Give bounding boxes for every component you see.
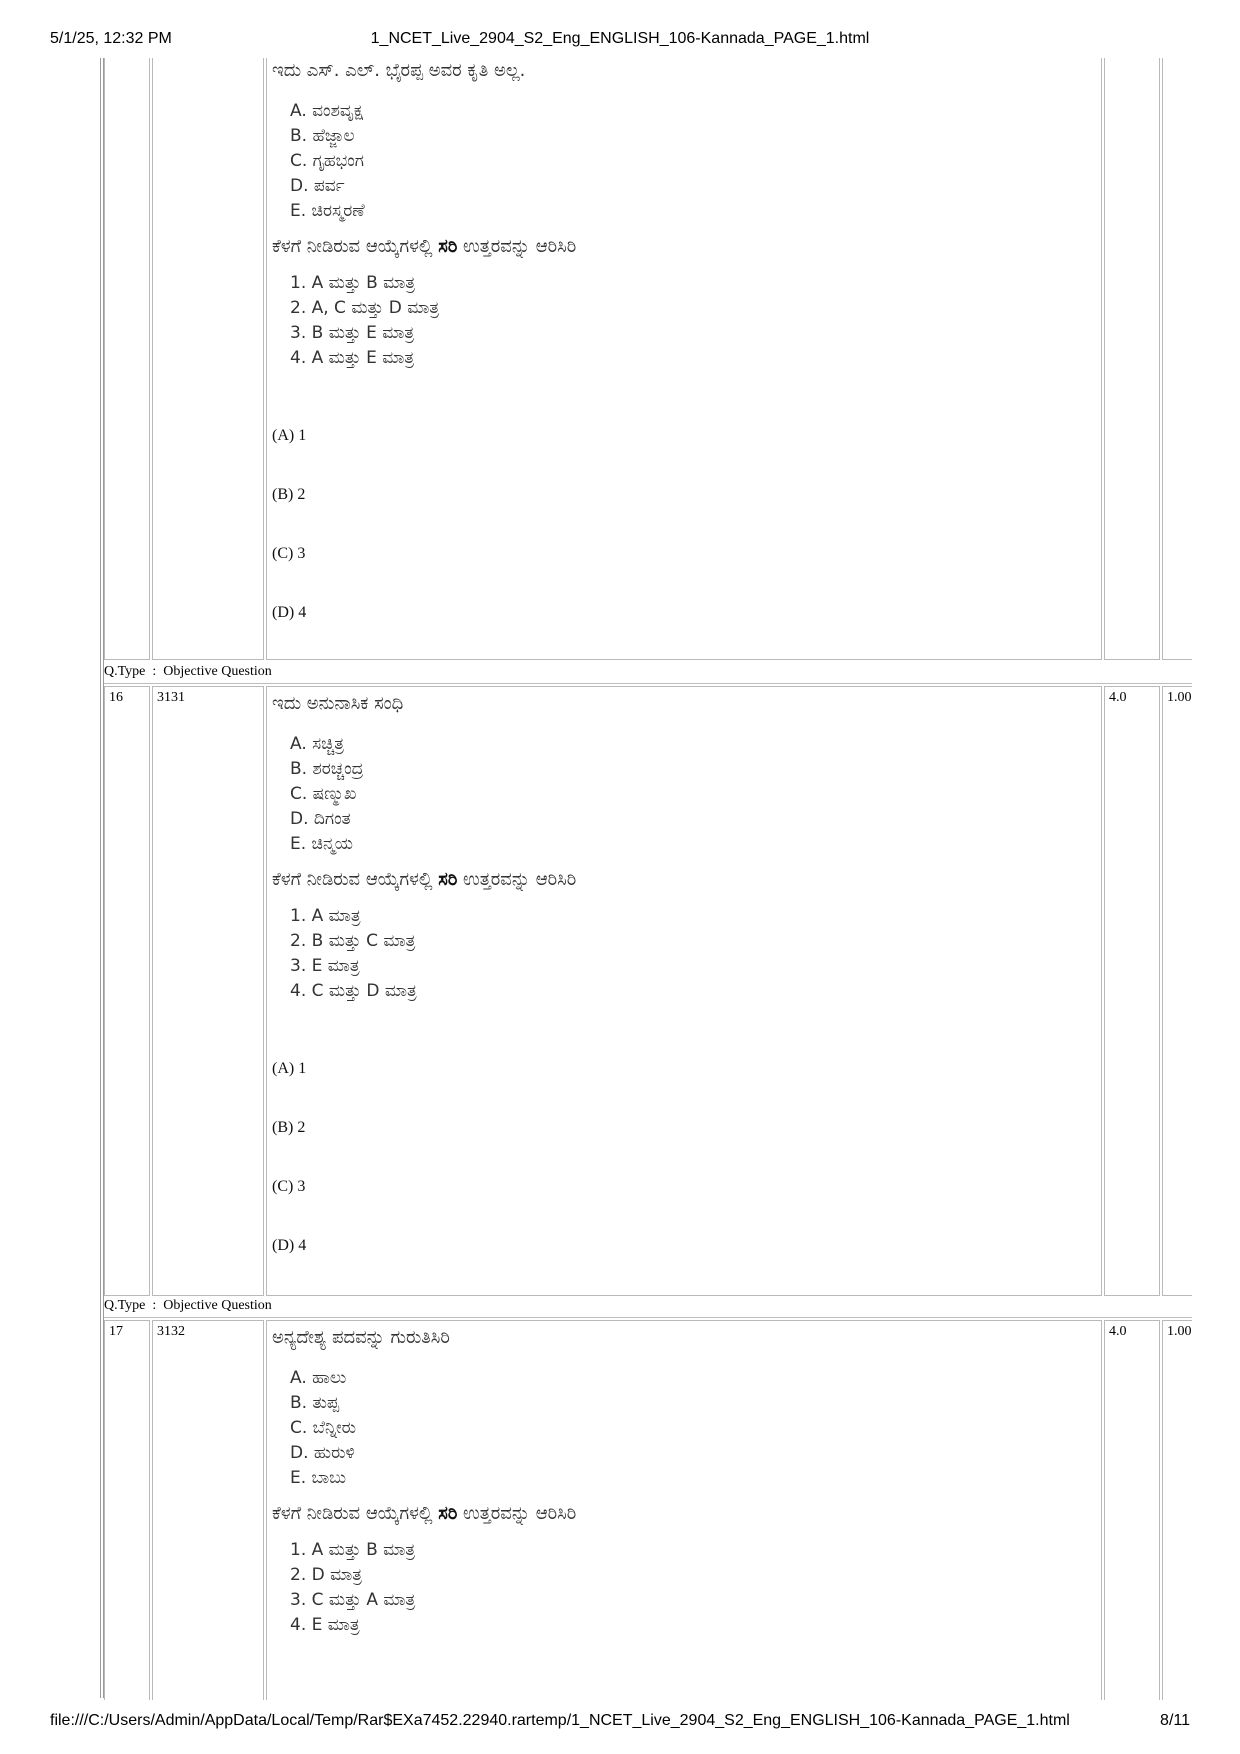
q17-stem: ಅನ್ಯದೇಶ್ಯ ಪದವನ್ನು ಗುರುತಿಸಿರಿ — [272, 1327, 450, 1348]
q15-sno-cell — [104, 58, 150, 660]
q15-instruction-post: ಉತ್ತರವನ್ನು ಆರಿಸಿರಿ — [457, 236, 577, 257]
q15-instruction-pre: ಕೆಳಗೆ ನೀಡಿರುವ ಆಯ್ಕೆಗಳಲ್ಲಿ — [272, 236, 439, 257]
q16-option-b: B. ಶರಚ್ಚಂದ್ರ — [290, 759, 364, 779]
q17-instruction-pre: ಕೆಳಗೆ ನೀಡಿರುವ ಆಯ್ಕೆಗಳಲ್ಲಿ — [272, 1503, 439, 1524]
q15-answer-a[interactable]: (A) 1 — [272, 427, 307, 444]
q15-choice-4: 4. A ಮತ್ತು E ಮಾತ್ರ — [290, 348, 415, 368]
q15-option-b: B. ಹೆಜ್ಜಾಲ — [290, 126, 355, 146]
q15-choice-1: 1. A ಮತ್ತು B ಮಾತ್ರ — [290, 273, 416, 293]
q15-instruction-bold: ಸರಿ — [438, 236, 458, 257]
q15-option-e: E. ಚಿರಸ್ಮರಣೆ — [290, 201, 365, 221]
q17-option-b: B. ತುಪ್ಪ — [290, 1393, 340, 1413]
q16-answer-c[interactable]: (C) 3 — [272, 1178, 306, 1195]
q15-option-a: A. ವಂಶವೃಕ್ಷ — [290, 101, 364, 121]
print-datetime: 5/1/25, 12:32 PM — [50, 30, 172, 47]
q15-answer-b[interactable]: (B) 2 — [272, 486, 306, 503]
q17-choice-2: 2. D ಮಾತ್ರ — [290, 1565, 363, 1585]
qtype-divider-16 — [104, 683, 1192, 684]
q15-choice-2: 2. A, C ಮತ್ತು D ಮಾತ್ರ — [290, 298, 440, 318]
q16-choice-2: 2. B ಮತ್ತು C ಮಾತ್ರ — [290, 931, 416, 951]
q17-instruction-bold: ಸರಿ — [438, 1503, 458, 1524]
q16-answer-d[interactable]: (D) 4 — [272, 1237, 307, 1254]
q17-neg-cell: 1.00 — [1162, 1320, 1192, 1700]
question-16-body — [272, 693, 576, 1004]
q17-choice-3: 3. C ಮತ್ತು A ಮಾತ್ರ — [290, 1590, 416, 1610]
q17-choice-1: 1. A ಮತ್ತು B ಮಾತ್ರ — [290, 1540, 416, 1560]
q15-option-d: D. ಪರ್ವ — [290, 176, 345, 196]
print-title: 1_NCET_Live_2904_S2_Eng_ENGLISH_106-Kannada_PAGE_1.html — [370, 30, 870, 47]
print-page-number: 8/11 — [1160, 1712, 1190, 1729]
q16-answer-b[interactable]: (B) 2 — [272, 1119, 306, 1136]
q17-option-a: A. ಹಾಲು — [290, 1368, 347, 1388]
q16-instruction — [272, 869, 576, 890]
q17-choice-4: 4. E ಮಾತ್ರ — [290, 1615, 360, 1635]
q15-qid-cell — [152, 58, 264, 660]
q17-instruction — [272, 1503, 576, 1524]
q16-qid-cell: 3131 — [152, 686, 264, 1296]
q16-choice-3: 3. E ಮಾತ್ರ — [290, 956, 360, 976]
print-file-path: file:///C:/Users/Admin/AppData/Local/Temp/Rar$EXa7452.22940.rartemp/1_NCET_Live_2904_S2_Eng_ENGLISH_106-Kannada_PAGE_1.html — [50, 1712, 1070, 1729]
q16-marks-cell: 4.0 — [1104, 686, 1160, 1296]
q17-option-d: D. ಹುರುಳಿ — [290, 1443, 355, 1463]
q16-option-c: C. ಷಣ್ಮುಖ — [290, 784, 357, 804]
question-15-body — [272, 60, 576, 371]
q17-option-c: C. ಬೆನ್ನೀರು — [290, 1418, 357, 1438]
q16-choice-4: 4. C ಮತ್ತು D ಮಾತ್ರ — [290, 981, 417, 1001]
q17-option-e: E. ಬಾಬು — [290, 1468, 347, 1488]
q16-answer-a[interactable]: (A) 1 — [272, 1060, 307, 1077]
q16-neg-cell: 1.00 — [1162, 686, 1192, 1296]
q15-marks-cell — [1104, 58, 1160, 660]
qtype-divider-17 — [104, 1317, 1192, 1318]
q16-instruction-bold: ಸರಿ — [438, 869, 458, 890]
q17-instruction-post: ಉತ್ತರವನ್ನು ಆರಿಸಿರಿ — [457, 1503, 577, 1524]
outer-border-left-1 — [100, 58, 101, 1698]
q15-option-c: C. ಗೃಹಭಂಗ — [290, 151, 364, 171]
q16-stem: ಇದು ಅನುನಾಸಿಕ ಸಂಧಿ — [272, 693, 404, 714]
q17-qid-cell: 3132 — [152, 1320, 264, 1700]
q16-instruction-pre: ಕೆಳಗೆ ನೀಡಿರುವ ಆಯ್ಕೆಗಳಲ್ಲಿ — [272, 869, 439, 890]
q16-option-d: D. ದಿಗಂತ — [290, 809, 351, 829]
q17-sno-cell: 17 — [104, 1320, 150, 1700]
q15-instruction — [272, 236, 576, 257]
qtype-label-16: Q.Type : Objective Question — [104, 664, 272, 679]
q15-neg-cell — [1162, 58, 1192, 660]
q15-answer-d[interactable]: (D) 4 — [272, 604, 307, 621]
q15-stem: ಇದು ಎಸ್. ಎಲ್. ಭೈರಪ್ಪ ಅವರ ಕೃತಿ ಅಲ್ಲ. — [272, 60, 526, 81]
q16-option-e: E. ಚಿನ್ಮಯ — [290, 834, 353, 854]
q15-answer-c[interactable]: (C) 3 — [272, 545, 306, 562]
qtype-label-17: Q.Type : Objective Question — [104, 1298, 272, 1313]
question-17-body — [272, 1327, 576, 1638]
q16-sno-cell: 16 — [104, 686, 150, 1296]
q16-option-a: A. ಸಚ್ಚಿತ್ರ — [290, 734, 344, 754]
q16-instruction-post: ಉತ್ತರವನ್ನು ಆರಿಸಿರಿ — [457, 869, 577, 890]
q15-choice-3: 3. B ಮತ್ತು E ಮಾತ್ರ — [290, 323, 415, 343]
q17-marks-cell: 4.0 — [1104, 1320, 1160, 1700]
q16-choice-1: 1. A ಮಾತ್ರ — [290, 906, 361, 926]
